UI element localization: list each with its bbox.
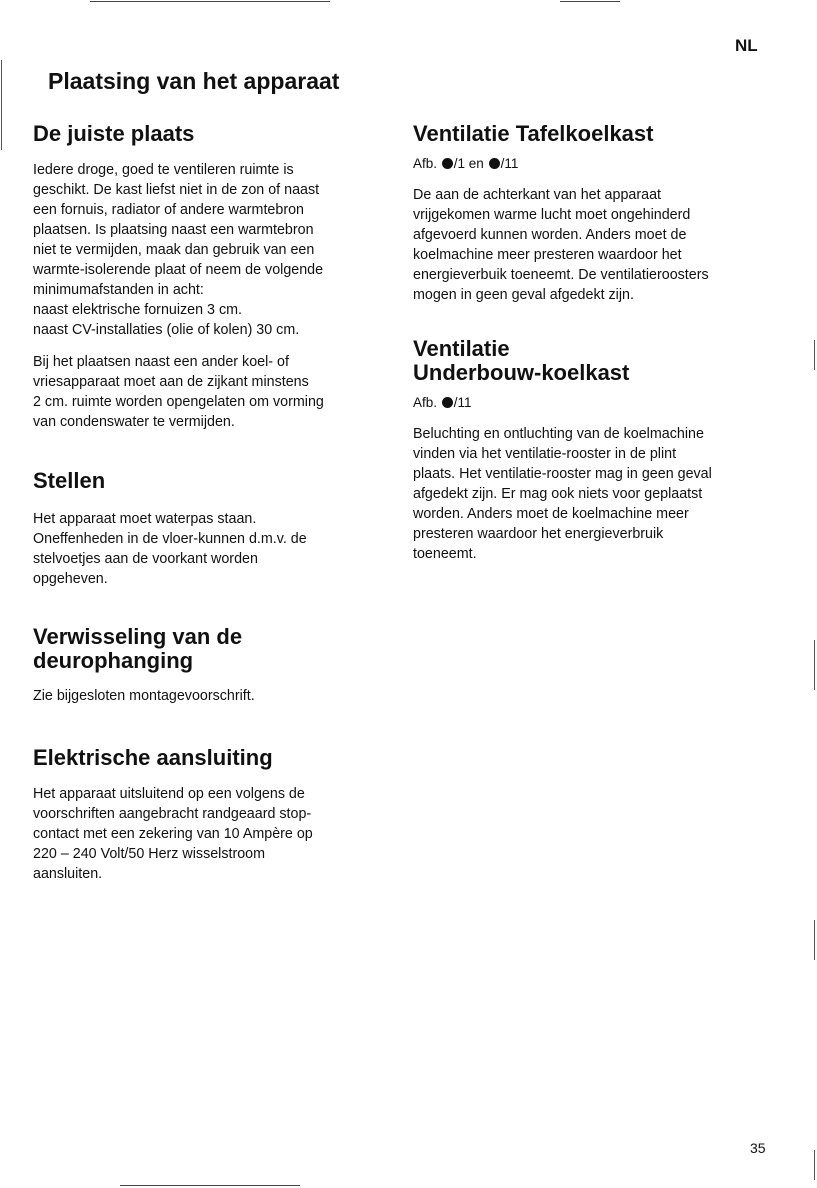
figure-reference	[413, 155, 783, 173]
scan-edge	[814, 920, 815, 960]
section-ventilatie-tafelkoelkast	[413, 122, 783, 305]
scan-edge	[814, 340, 815, 370]
scan-line	[90, 1, 330, 2]
section-heading: Ventilatie Tafelkoelkast	[413, 121, 654, 146]
figure-ref-text: /11	[453, 395, 472, 410]
page-number: 35	[750, 1140, 766, 1156]
section-deurophanging	[33, 625, 383, 706]
section-heading: De juiste plaats	[33, 121, 195, 146]
figure-ref-text: /1 en	[453, 156, 484, 171]
figure-number-icon	[489, 158, 500, 169]
section-paragraph: Het apparaat uitsluitend op een volgens de voorschriften aangebracht randgeaard stop- contact met een zekering van 10 Ampère op 220 – 240 Volt/50 Herz wisselstroom aansluiten.	[33, 786, 313, 882]
left-column	[33, 122, 383, 884]
section-paragraph: Zie bijgesloten montagevoorschrift.	[33, 688, 255, 704]
page-title: Plaatsing van het apparaat	[48, 68, 340, 94]
figure-ref-text: /11	[500, 156, 519, 171]
right-column	[413, 122, 783, 564]
scan-edge	[1, 60, 2, 150]
section-paragraph: Het apparaat moet waterpas staan. Oneffenheden in de vloer-kunnen d.m.v. de stelvoetjes aan de voorkant worden opgeheven.	[33, 511, 307, 587]
scan-line	[120, 1185, 300, 1186]
section-juiste-plaats	[33, 122, 383, 432]
figure-reference	[413, 394, 783, 412]
figure-number-icon	[442, 397, 453, 408]
section-heading: Ventilatie Underbouw-koelkast	[413, 336, 630, 385]
language-label: NL	[735, 36, 758, 55]
section-heading: Stellen	[33, 468, 106, 493]
section-paragraph: Beluchting en ontluchting van de koelmachine vinden via het ventilatie-rooster in de plint plaats. Het ventilatie-rooster mag in geen geval afgedekt zijn. Er mag ook niets voor geplaatst worden. Anders moet de koelmachine meer presteren waardoor het energieverbruik toeneemt.	[413, 426, 712, 562]
scan-edge	[814, 1150, 815, 1180]
section-paragraph: De aan de achterkant van het apparaat vrijgekomen warme lucht moet ongehinderd afgevoerd kunnen worden. Anders moet de koelmachine meer presteren waardoor het energieverbuik toeneemt. De ventilatieroosters mogen in geen geval afgedekt zijn.	[413, 187, 709, 303]
figure-ref-prefix: Afb.	[413, 156, 438, 171]
section-paragraph: Iedere droge, goed te ventileren ruimte is geschikt. De kast liefst niet in de zon of naast een fornuis, radiator of andere warmtebron plaatsen. Is plaatsing naast een warmtebron niet te vermijden, maak dan gebruik van een warmte-isolerende plaat of neem de volgende minimumafstanden in acht: naast elektrische fornuizen 3 cm. naast CV-installaties (olie of kolen) 30 cm.	[33, 162, 324, 338]
figure-number-icon	[442, 158, 453, 169]
scan-line	[560, 1, 620, 2]
section-paragraph: Bij het plaatsen naast een ander koel- of vriesapparaat moet aan de zijkant minstens 2 cm. ruimte worden opengelaten om vorming van condenswater te vermijden.	[33, 354, 324, 430]
section-ventilatie-underbouw	[413, 337, 783, 564]
section-elektrische-aansluiting	[33, 746, 383, 884]
scan-edge	[814, 640, 815, 690]
section-heading: Elektrische aansluiting	[33, 745, 273, 770]
section-heading: Verwisseling van de deurophanging	[33, 624, 243, 673]
section-stellen	[33, 469, 383, 589]
figure-ref-prefix: Afb.	[413, 395, 438, 410]
